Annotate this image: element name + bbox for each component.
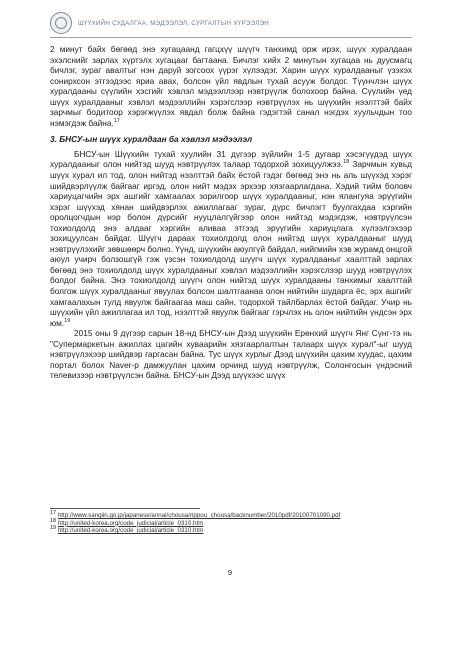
page-header [50, 12, 269, 34]
header-divider [50, 37, 412, 38]
footnote-17: $^{17}$ http://www.sangiin.go.jp/japanese/annai/chousa/rippou_chousa/backnumber/2010pdf/20100701090.pdf [50, 509, 341, 519]
footnote-divider [50, 508, 200, 509]
institute-seal-icon [50, 12, 72, 34]
footnote-18: $^{18}$ http://united-korea.org/code_judicial/article_0310.htm [50, 517, 204, 527]
paragraph-1: 2 минут байх бөгөөд энэ хугацаанд гагцхүү шүүгч танхимд орж ирэх, шүүх хуралдаан эхэлснийг зарлах хүртэлх хугацааг багтаана. Бичлэг хийх 2 минутын хугацаа нь дуусмагц бичлэг, зураг авалтыг нэн даруй зогсоох үүрэг хүлээдэг. Харин шүүх хуралдааныг үзэхэх сонирхсон этгээдээс яриа авах, болсон үйл явдлын тухай асууж болдог. Түүнчлэн шүүх хуралдааны сүүлийн хэсгийг хэвлэл мэдээллээр нэвтрүүлж болохоор байна. Сүүлийн үед шүүх хуралдааныг хэвлэл мэдээллийн хэрэгслээр нэвтрүүлэх нь шүүхийн нээлттэй байх зарчмыг бодитоор хэрэгжүүлэх явдал болж байна гэдэгтэй санал нэгдэх хуульчдын тоо нэмэгдэж байна.$^{17}$ [50, 44, 412, 128]
footnote-link[interactable]: http://www.sangiin.go.jp/japanese/annai/chousa/rippou_chousa/backnumber/2010pdf/20100701090.pdf [57, 512, 341, 519]
page-number: 9 [227, 568, 233, 577]
document-body [50, 44, 412, 381]
footnotes [50, 509, 412, 535]
paragraph-3: 2015 оны 9 дүгээр сарын 18-нд БНСУ-ын Дээд шүүхийн Ерөнхий шүүгч Янг Сүнг-тэ нь "Супермаркетын ажиллах цагийн хуваарийн хязгаарлалтын талаарх шүүх хурал"-ыг шууд нэвтрүүлэхээр шийдвэр гаргасан байна. Тус шүүх хурлыг Дээд шүүхийн цахим хуудас, цахим портал болох Naver-р дамжуулан цахим орчинд шууд нэвтрүүлж, Солонгосын үндэсний телевизээр нэвтрүүлсэн байна. БНСУ-ын Дээд шүүхээс шүүх [50, 328, 412, 381]
section-heading: 3. БНСУ-ын шүүх хуралдаан ба хэвлэл мэдээлэл [50, 134, 253, 145]
paragraph-2: БНСУ-ын Шүүхийн тухай хуулийн 31 дүгээр зүйлийн 1-5 дугаар хэсэгүүдэд шүүх хуралдааныг олон нийтэд шууд нэвтрүүлэх талаар тодорхой зохицуулжээ.$^{18}$ Зарчмын хувьд шүүх хурал ил тод, олон нийтэд нээлттэй байх ёстой гэдэг бөгөөд энэ нь аль шүүхэд хэрэг шийдвэрлүүлж байгааг иргэд, олон нийт мэдэх эрхээр хязгаарлагдана. Хэдий тийм боловч хариуцагчийн эрх ашгийг хамгаалах зорилгоор шүүх хуралдааныг, нэн ялангуяа эрүүгийн хэрэг шүүхэд хянан шийдвэрлэх ажиллагааг зураг, дүрс бичлэгт буулгахдаа хэргийн оролцогчдын нэр болон дүрсийг нууцлалгүйгээр олон нийтэд мэдэгдэж, нэвтрүүлсэн тохиолдолд энэ алдааг хэргийн аливаа этгээд эрүүгийн хариуцлага хүлээлгэхээр зохицуулсан байдаг. Шүүгч дараах тохиолдолд олон нийтэд шүүх хуралдааныг шууд нэвтрүүлэхийг зөвшөөрч болно. Үүнд, шүүхийн аюулгүй байдал, нийгмийн хэв журамд онцгой аюул учирч болзошгүй гэж үзсэн тохиолдолд шүүгч шүүх хуралдааныг хаалттай зарлах бөгөөд энэ тохиолдолд шүүх хуралдааныг хэвлэл мэдээллийн хэрэгслээр шууд нэвтрүүлэх болдог байна. Энэ тохиолдолд шүүгч олон нийтэд шүүх хуралдааны танхимыг хаалттай болгож шүүх хуралдааныг явуулах болсон шалтгаанаа олон нийтийн шударга ёс, эрх ашгийг хамгаалахын тулд явуулж байгаагаа маш сайн, тодорхой тайлбарлах ёстой байдаг. Учир нь шүүхийн үйл ажиллагаа ил тод, нээлттэй явуулж байгааг гэрчлэх нь олон нийтийн үндсэн эрх юм.$^{19}$ [50, 148, 412, 328]
footnote-link[interactable]: http://united-korea.org/code_judicial/article_0310.htm [57, 527, 204, 535]
footnote-link[interactable]: http://united-korea.org/code_judicial/article_0310.htm [57, 519, 204, 527]
footnote-ref-18[interactable]: 18 [343, 159, 350, 166]
footnote-19: $^{19}$ http://united-korea.org/code_judicial/article_0310.htm [50, 525, 204, 535]
footnote-ref-19[interactable]: 19 [64, 317, 71, 324]
footnote-ref-17[interactable]: 17 [113, 118, 120, 125]
header-title: ШҮҮХИЙН СУДАЛГАА, МЭДЭЭЛЭЛ, СУРГАЛТЫН ХҮРЭЭЛЭН [78, 19, 270, 27]
